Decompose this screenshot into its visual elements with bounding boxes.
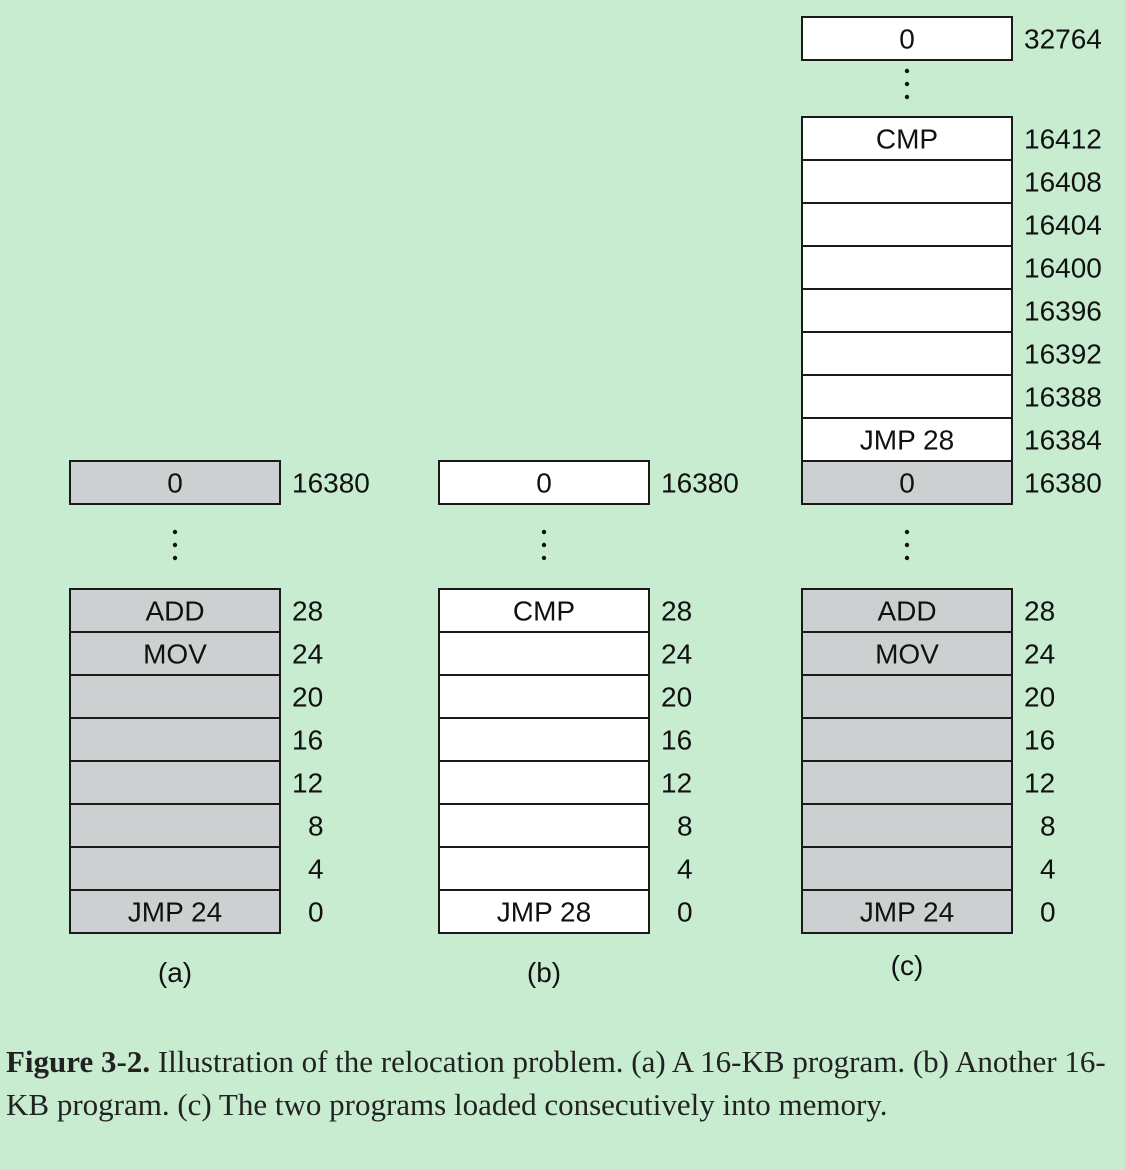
ellipsis-lower <box>542 530 546 560</box>
memory-word-32764-value: 0 <box>899 23 915 55</box>
memory-word-12-box <box>439 761 649 804</box>
memory-word-16388-address: 16388 <box>1024 381 1102 413</box>
memory-word-16384-address: 16384 <box>1024 424 1102 456</box>
memory-word-28-address: 28 <box>1024 595 1056 627</box>
memory-word-24 <box>70 632 323 675</box>
memory-word-4-box <box>802 847 1012 890</box>
memory-word-16388-box <box>802 375 1012 418</box>
memory-word-20 <box>439 675 692 718</box>
memory-word-28 <box>70 589 323 632</box>
memory-word-0 <box>802 890 1056 933</box>
memory-word-4 <box>802 847 1056 890</box>
memory-word-28-value: ADD <box>145 595 205 627</box>
memory-word-4-address: 4 <box>677 853 693 885</box>
memory-word-24-value: MOV <box>875 638 939 670</box>
memory-word-16392-address: 16392 <box>1024 338 1102 370</box>
memory-word-20-address: 20 <box>661 681 693 713</box>
memory-word-16-address: 16 <box>292 724 324 756</box>
memory-word-0-address: 0 <box>677 896 693 928</box>
memory-word-0-address: 0 <box>308 896 324 928</box>
memory-word-16 <box>70 718 323 761</box>
memory-word-16380 <box>70 461 370 504</box>
panel-c <box>802 17 1102 981</box>
memory-word-24-address: 24 <box>1024 638 1056 670</box>
memory-word-16392-box <box>802 332 1012 375</box>
memory-word-16412-value: CMP <box>875 123 939 155</box>
memory-word-32764-address: 32764 <box>1024 23 1102 55</box>
memory-word-12 <box>802 761 1055 804</box>
memory-word-28-address: 28 <box>661 595 693 627</box>
memory-word-20 <box>70 675 323 718</box>
caption-text: Illustration of the relocation problem. (a) A 16-KB program. (b) Another 16-KB program. (c) The two programs loaded consecutively into memory. <box>6 1044 1106 1122</box>
memory-word-24-value: MOV <box>143 638 207 670</box>
memory-word-4-address: 4 <box>308 853 324 885</box>
memory-word-16392 <box>802 332 1102 375</box>
memory-word-16408-box <box>802 160 1012 203</box>
memory-word-16 <box>439 718 692 761</box>
memory-word-8-address: 8 <box>308 810 324 842</box>
memory-word-16-address: 16 <box>1024 724 1056 756</box>
panel-label-c: (c) <box>890 950 924 981</box>
memory-word-24-box <box>439 632 649 675</box>
figure-caption <box>6 1040 1106 1126</box>
memory-word-16400 <box>802 246 1102 289</box>
memory-word-20 <box>802 675 1055 718</box>
memory-word-12-address: 12 <box>1024 767 1056 799</box>
memory-word-20-box <box>70 675 280 718</box>
panel-label-b: (b) <box>526 957 562 988</box>
memory-word-0-value: JMP 24 <box>859 896 955 928</box>
memory-word-8 <box>70 804 324 847</box>
memory-word-28-value: CMP <box>512 595 576 627</box>
memory-word-28-address: 28 <box>292 595 324 627</box>
memory-word-12-box <box>70 761 280 804</box>
memory-word-16380 <box>802 461 1102 504</box>
memory-word-4 <box>439 847 693 890</box>
memory-word-16404 <box>802 203 1102 246</box>
memory-word-12 <box>70 761 323 804</box>
ellipsis-upper <box>905 69 909 99</box>
memory-word-16396-box <box>802 289 1012 332</box>
memory-word-0-value: JMP 24 <box>127 896 223 928</box>
memory-word-8 <box>802 804 1056 847</box>
memory-word-16380-address: 16380 <box>661 467 739 499</box>
memory-word-16380-address: 16380 <box>1024 467 1102 499</box>
caption-label: Figure 3-2. <box>6 1044 151 1079</box>
memory-word-16-box <box>70 718 280 761</box>
memory-word-16-box <box>802 718 1012 761</box>
memory-word-16400-box <box>802 246 1012 289</box>
memory-word-16396 <box>802 289 1102 332</box>
memory-word-0-value: JMP 28 <box>496 896 592 928</box>
memory-word-28 <box>439 589 692 632</box>
memory-word-16-address: 16 <box>661 724 693 756</box>
memory-word-16412 <box>802 117 1102 160</box>
memory-word-16404-box <box>802 203 1012 246</box>
memory-word-12 <box>439 761 692 804</box>
memory-word-24 <box>802 632 1055 675</box>
memory-word-16380-value: 0 <box>167 467 183 499</box>
memory-word-8 <box>439 804 693 847</box>
memory-word-20-box <box>802 675 1012 718</box>
memory-word-16412-address: 16412 <box>1024 123 1102 155</box>
memory-word-8-box <box>439 804 649 847</box>
memory-word-16 <box>802 718 1055 761</box>
memory-word-16400-address: 16400 <box>1024 252 1102 284</box>
memory-word-8-box <box>70 804 280 847</box>
memory-word-16380 <box>439 461 739 504</box>
memory-word-12-address: 12 <box>292 767 324 799</box>
memory-word-16380-value: 0 <box>536 467 552 499</box>
memory-word-16388 <box>802 375 1102 418</box>
memory-word-32764 <box>802 17 1102 60</box>
memory-word-16380-value: 0 <box>899 467 915 499</box>
memory-word-8-box <box>802 804 1012 847</box>
ellipsis-lower <box>905 530 909 560</box>
memory-word-4-box <box>70 847 280 890</box>
memory-word-0 <box>439 890 693 933</box>
memory-word-0-address: 0 <box>1040 896 1056 928</box>
memory-word-16408-address: 16408 <box>1024 166 1102 198</box>
memory-word-20-address: 20 <box>292 681 324 713</box>
memory-word-8-address: 8 <box>1040 810 1056 842</box>
memory-word-20-box <box>439 675 649 718</box>
ellipsis-lower <box>173 530 177 560</box>
memory-word-12-box <box>802 761 1012 804</box>
memory-word-4-address: 4 <box>1040 853 1056 885</box>
memory-word-24-address: 24 <box>661 638 693 670</box>
memory-word-16404-address: 16404 <box>1024 209 1102 241</box>
memory-word-0 <box>70 890 324 933</box>
memory-word-16380-address: 16380 <box>292 467 370 499</box>
panel-label-a: (a) <box>157 957 193 988</box>
memory-word-16396-address: 16396 <box>1024 295 1102 327</box>
memory-word-16408 <box>802 160 1102 203</box>
memory-word-4 <box>70 847 324 890</box>
memory-word-8-address: 8 <box>677 810 693 842</box>
memory-word-28-value: ADD <box>877 595 937 627</box>
memory-word-16-box <box>439 718 649 761</box>
panel-b <box>439 461 739 988</box>
memory-word-12-address: 12 <box>661 767 693 799</box>
memory-word-28 <box>802 589 1055 632</box>
memory-word-24 <box>439 632 692 675</box>
memory-word-24-address: 24 <box>292 638 324 670</box>
panel-a <box>70 461 370 988</box>
memory-word-16384 <box>802 418 1102 461</box>
memory-word-20-address: 20 <box>1024 681 1056 713</box>
memory-word-16384-value: JMP 28 <box>859 424 955 456</box>
memory-word-4-box <box>439 847 649 890</box>
